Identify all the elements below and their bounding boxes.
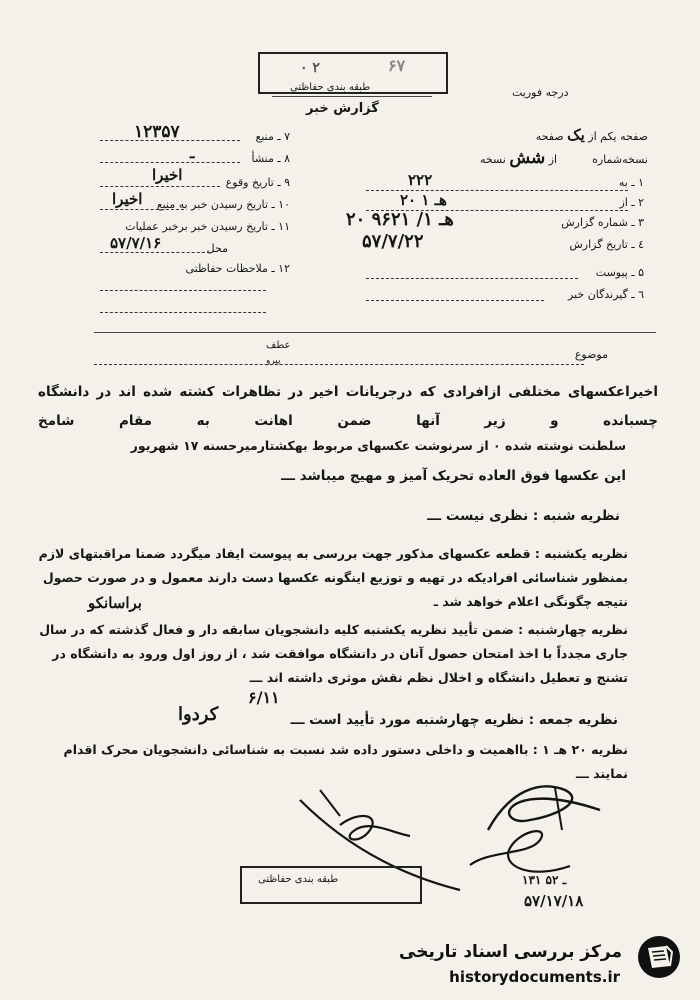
body-line: این عکسها فوق العاده تحریک آمیز و مهیج میباشد ـــ	[281, 468, 626, 484]
field-8-label: ۸ ـ منشأ	[251, 152, 290, 165]
watermark-url: historydocuments.ir	[449, 968, 620, 986]
field-1-label: ۱ ـ به	[618, 176, 644, 189]
opinion-line: نظریه یکشنبه : قطعه عکسهای مذکور جهت بررسی به پیوست ایفاد میگردد ضمنا مراقبتهای لازم بمنظور شناسائی افرادیکه در تهیه و توزیع اینگونه عکسها دست دارند معمول و در صورت حصول نتیجه چگونگی اعلام خواهد شد ـ	[38, 546, 628, 609]
field-11-place-label: محل	[206, 242, 228, 255]
field-1-value: ۲۲۲	[408, 171, 433, 189]
page-of-hand: یک	[567, 126, 585, 144]
field-2-label: ۲ ـ از	[619, 196, 644, 209]
report-title: گزارش خبر	[306, 101, 379, 116]
watermark-title: مرکز بررسی اسناد تاریخی	[399, 942, 622, 962]
margin-note: براسانکو	[88, 594, 142, 612]
archive-logo-icon	[636, 934, 682, 980]
field-10-label: ۱۰ ـ تاریخ رسیدن خبر به منبع	[156, 198, 290, 211]
opinion-line: نظریه جمعه : نظریه چهارشنبه مورد تأیید است ـــ	[290, 712, 618, 728]
field-7-label: ۷ ـ منبع	[255, 130, 290, 143]
opinion-line: نظریه چهارشنبه : ضمن تأیید نظریه یکشنبه کلیه دانشجویان سابقه دار و فعال گذشته که در سال جاری مجدداً با اخذ امتحان حصول آنان در دانشگاه موافقت شد ، از روز اول ورود به دانشگاه در تشنج و تعطیل دانشگاه و اخلال نظم نقش موثری داشته اند ـــ	[39, 622, 628, 685]
opinion-line: نظریه شنبه : نظری نیست ـــ	[427, 508, 620, 524]
field-3-value: ۲۰ هـ ۱/ ۹۶۲۱	[346, 209, 454, 230]
field-9-value: اخیرا	[152, 166, 183, 184]
subject-label: موضوع	[574, 348, 608, 361]
field-4-label: ٤ ـ تاریخ گزارش	[569, 238, 644, 251]
copy-hand: شش	[509, 148, 546, 168]
opinion-line: نظریه ۲۰ هـ ۱ : بااهمیت و داخلی دستور داده شد نسبت به شناسائی دانشجویان محرک اقدام نمایند ـــ	[63, 742, 628, 781]
top-stamp-mark: ۶۷	[388, 56, 406, 75]
bottom-stamp-label: طبقه بندی حفاظتی	[258, 874, 339, 885]
footer-code: ۱۳۱ ـ ۵۲	[522, 873, 567, 887]
field-3-label: ۳ ـ شماره گزارش	[561, 216, 644, 229]
priority-label: درجه فوریت	[512, 86, 569, 99]
field-6-label: ٦ ـ گیرندگان خبر	[568, 288, 644, 301]
footer-date: ۵۷/۱۷/۱۸	[524, 892, 584, 910]
body-line: اخیراعکسهای مختلفی ازافرادی که درجریانات اخیر در تظاهرات کشته شده اند در دانشگاه چسبانده و زیر آنها ضمن اهانت به مقام شامخ	[38, 384, 658, 429]
field-5-label: ۵ ـ پیوست	[595, 266, 644, 279]
page-of-label: صفحه یکم از یک صفحه	[535, 126, 648, 144]
ref-label: عطف	[266, 340, 291, 351]
note-date: ۶/۱۱	[248, 688, 280, 707]
field-9-label: ۹ ـ تاریخ وقوع	[225, 176, 290, 189]
field-8-value: ـ	[190, 144, 195, 162]
field-7-value: ۱۲۳۵۷	[134, 122, 180, 142]
field-2-value: ۲۰ هـ ۱	[400, 191, 447, 209]
field-12-label: ۱۲ ـ ملاحظات حفاظتی	[185, 262, 290, 275]
copy-number-label: نسخه‌شماره از شش نسخه	[479, 148, 648, 168]
note-signature: کردوا	[178, 704, 219, 725]
field-4-value: ۵۷/۷/۲۲	[362, 231, 424, 252]
field-10-value: اخیرا	[112, 190, 143, 208]
top-stamp-number: ۰ ۲	[300, 60, 320, 76]
ref-sub-label: پیرو	[266, 356, 281, 366]
field-11-value: ۵۷/۷/۱۶	[110, 234, 162, 252]
field-11-label: ۱۱ ـ تاریخ رسیدن خبر برخبر عملیات	[125, 220, 290, 233]
bottom-stamp-box	[240, 866, 422, 904]
body-line: سلطنت نوشته شده ۰ از سرنوشت عکسهای مربوط بهکشتارمیرحسنه ۱۷ شهریور	[130, 438, 626, 453]
classification-label: طبقه بندی حفاظتی	[290, 82, 371, 93]
